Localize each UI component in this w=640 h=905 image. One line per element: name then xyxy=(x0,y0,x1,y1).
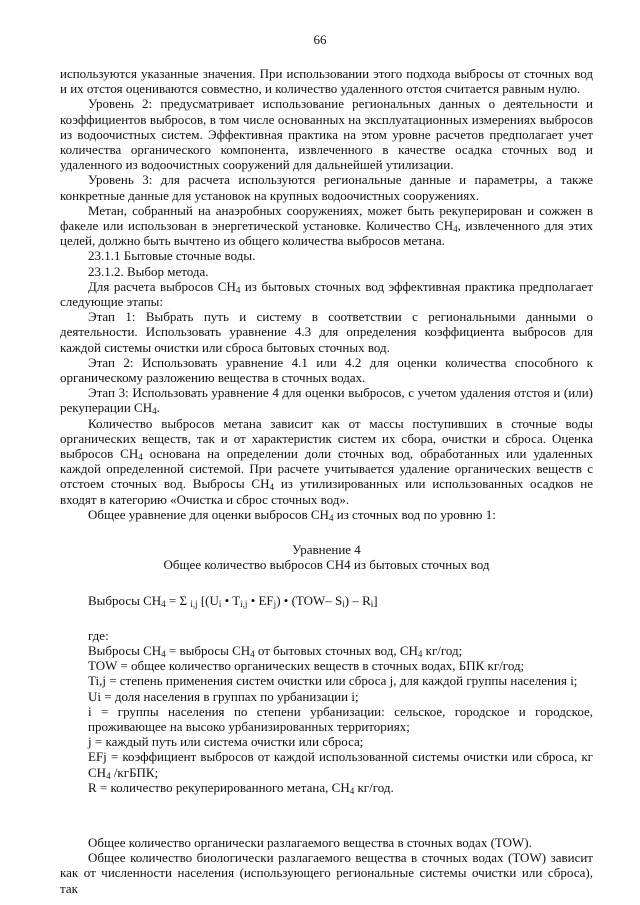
section-heading-23-1-1: 23.1.1 Бытовые сточные воды. xyxy=(88,248,256,264)
document-body xyxy=(60,66,593,896)
paragraph-stage-3: Этап 3: Использовать уравнение 4 для оценки выбросов, с учетом удаления отстоя и (или) рекуперации $CH_4$. xyxy=(60,385,593,417)
paragraph-emissions-amount: Количество выбросов метана зависит как от массы поступивших в сточные воды органических веществ, так и от характеристик систем их сбора, очистки и сброса. Оценка выбросов $CH_4$ основана на определении доли сточных вод, обработанных или удаленных каждой определенной системой. При расчете учитывается удаление органических веществ с отстоем сточных вод. Выбросы $CH_4$ из утилизированных или использованных осадков не входят в категорию «Очистка и сброс сточных вод». xyxy=(60,415,593,507)
equation-label: Уравнение 4 xyxy=(292,542,361,558)
definition-i: i = группы населения по степени урбанизации: сельское, городское и городское, проживающее на высоко урбанизированных территориях; xyxy=(88,703,593,734)
definitions-where: где: xyxy=(88,627,109,643)
paragraph-stages-intro: Для расчета выбросов $CH_4$ из бытовых сточных вод эффективная практика предполагает следующие этапы: xyxy=(60,278,594,310)
equation-formula: Выбросы $CH_4 = \Sigma$ $_{i,j}$ [($U_i$ • $T_{i,j}$ • $EF_j$) • (TOW– $S_i) - R_i$] xyxy=(88,592,378,609)
section-heading-23-1-2: 23.1.2. Выбор метода. xyxy=(88,263,209,279)
paragraph-general-equation: Общее уравнение для оценки выбросов $CH_4$ из сточных вод по уровню 1: xyxy=(88,506,496,523)
paragraph-methane-recovery: Метан, собранный на анаэробных сооружениях, может быть рекуперирован и сожжен в факеле или использован в энергетической установке. Количество $CH_4$, извлеченного для этих целей, должно быть вычтено из общего количества выбросов метана. xyxy=(60,202,593,249)
paragraph: используются указанные значения. При использовании этого подхода выбросы от сточных вод и их отстоя оцениваются совместно, и количество удаленного отстоя считается равным нулю. xyxy=(60,66,593,97)
paragraph-level-3: Уровень 3: для расчета используются региональные данные и параметры, а также конкретные данные для установок на крупных водоочистных сооружениях. xyxy=(60,172,593,203)
definition-r: R = количество рекуперированного метана, $CH_4$ кг/год. xyxy=(88,779,394,796)
definition-efj: EFj = коэффициент выбросов от каждой использованной системы очистки или сброса, кг $CH_4$ /кгБПК; xyxy=(88,749,593,781)
definition-tij: Ti,j = степень применения систем очистки или сброса j, для каждой группы населения i; xyxy=(88,673,578,689)
paragraph-stage-2: Этап 2: Использовать уравнение 4.1 или 4.2 для оценки количества способного к органическому разложению вещества в сточных водах. xyxy=(60,354,593,386)
equation-title: Общее количество выбросов CH4 из бытовых сточных вод xyxy=(163,557,490,573)
definition-ui: Ui = доля населения в группах по урбанизации i; xyxy=(88,688,359,704)
definition-tow: TOW = общее количество органических веществ в сточных водах, БПК кг/год; xyxy=(88,658,525,674)
paragraph-tow-heading: Общее количество органически разлагаемого вещества в сточных водах (TOW). xyxy=(88,834,532,850)
definition-j: j = каждый путь или система очистки или сброса; xyxy=(88,734,364,750)
paragraph-tow-description: Общее количество биологически разлагаемого вещества в сточных водах (TOW) зависит как от численности населения (использующего региональные системы очистки или сброса), так xyxy=(60,850,593,896)
paragraph-stage-1: Этап 1: Выбрать путь и систему в соответствии с региональными данными о деятельности. Использовать уравнение 4.3 для определения коэффициента выбросов для каждой системы очистки или сброса бытовых сточных вод. xyxy=(60,309,593,355)
definition-emissions: Выбросы $CH_4$ = выбросы $CH_4$ от бытовых сточных вод, $CH_4$ кг/год; xyxy=(88,642,463,659)
paragraph-level-2: Уровень 2: предусматривает использование региональных данных о деятельности и коэффициентов выбросов, в том числе основанных на эксплуатационных измерениях выбросов из водоочистных систем. Эффективная практика на этом уровне расчетов предполагает учет количества органического компонента, извлеченного в качестве осадка сточных вод и удаленного из водоочистных сооружений для дальнейшей утилизации. xyxy=(60,96,593,173)
page-number: 66 xyxy=(313,32,327,47)
equation-definitions xyxy=(60,628,593,795)
